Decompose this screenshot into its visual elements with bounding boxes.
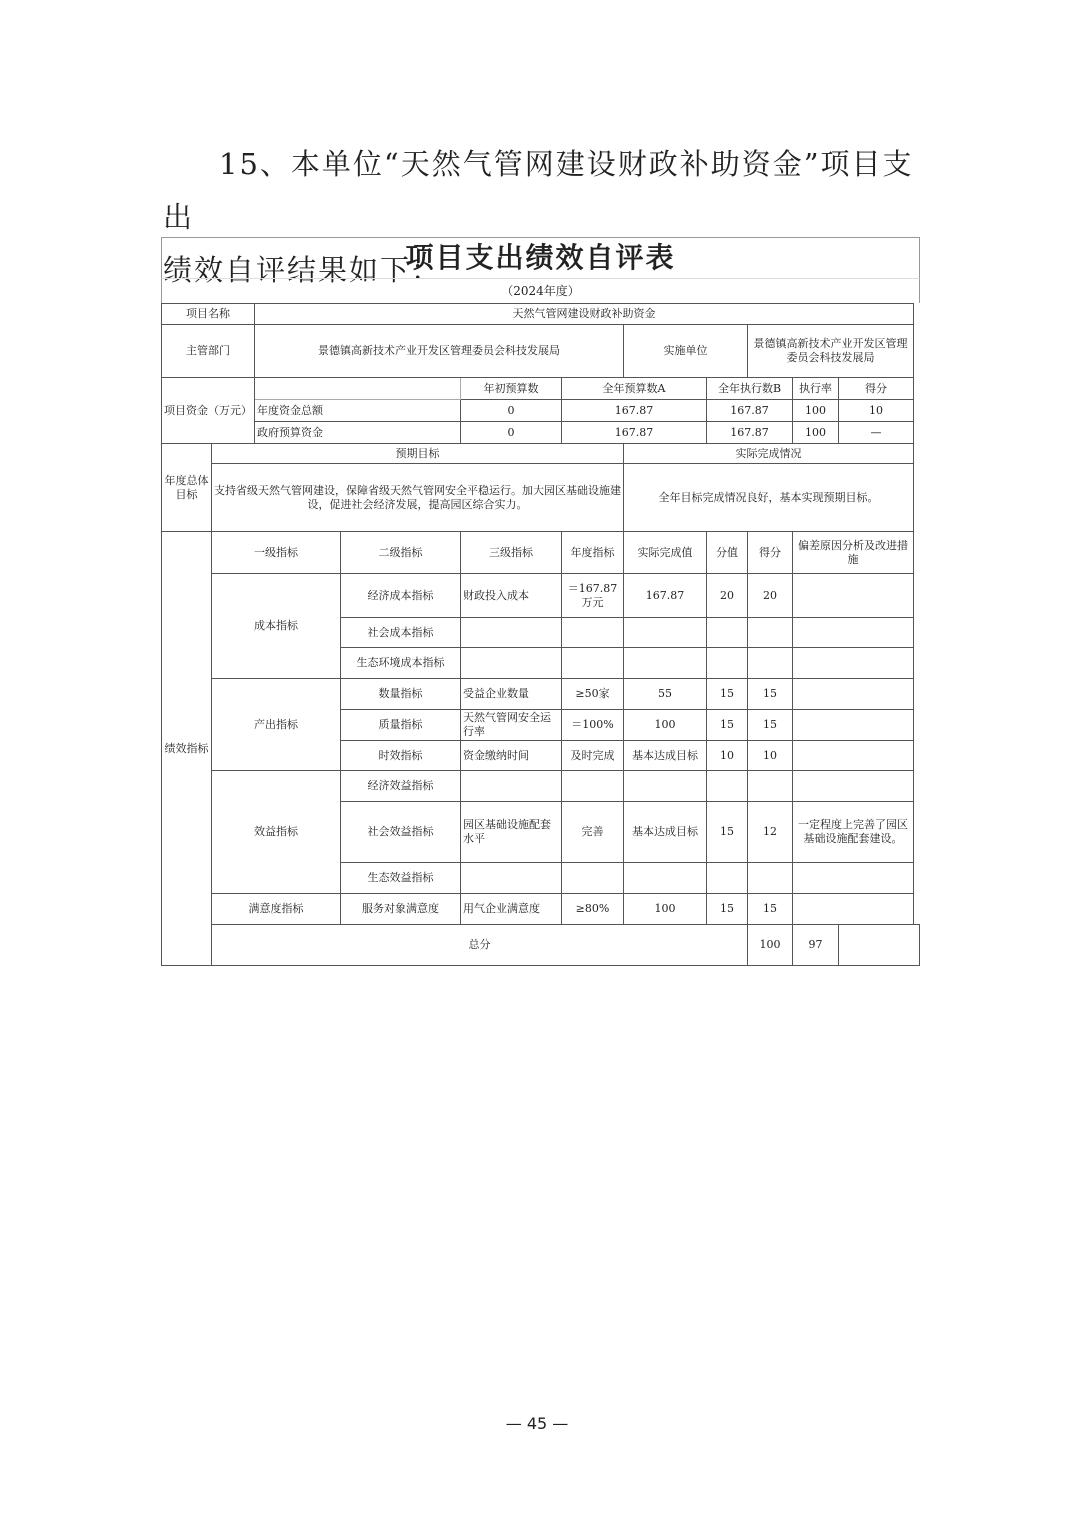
cell-score (707, 618, 748, 648)
cell-target: ≥80% (562, 894, 624, 925)
cell-got: 10 (748, 741, 793, 771)
cell-actual (624, 771, 707, 802)
funds-cell: 167.87 (707, 400, 793, 422)
cell-note (793, 618, 914, 648)
ind-header: 分值 (707, 532, 748, 574)
funds-cell: 167.87 (707, 422, 793, 444)
funds-cell: — (839, 422, 914, 444)
cell-actual: 55 (624, 679, 707, 710)
cell-target (562, 618, 624, 648)
cell-score: 15 (707, 679, 748, 710)
evaluation-table (161, 303, 920, 966)
cell-actual: 基本达成目标 (624, 741, 707, 771)
cell-l3 (461, 771, 562, 802)
row-indicator-header (162, 532, 920, 574)
funds-header: 执行率 (793, 378, 839, 400)
cell-l3: 园区基础设施配套水平 (461, 802, 562, 863)
cell-target: ＝167.87万元 (562, 574, 624, 618)
cell-l2: 服务对象满意度 (341, 894, 461, 925)
form-year: （2024年度） (161, 278, 920, 303)
cell-note (793, 679, 914, 710)
ind-header: 年度指标 (562, 532, 624, 574)
ind-header: 得分 (748, 532, 793, 574)
cell-got: 12 (748, 802, 793, 863)
cell-got: 15 (748, 710, 793, 741)
goal-actual: 全年目标完成情况良好，基本实现预期目标。 (624, 464, 914, 532)
cell-got (748, 648, 793, 679)
cell-actual: 167.87 (624, 574, 707, 618)
cell-score: 15 (707, 802, 748, 863)
cell-target (562, 863, 624, 894)
row-funds-gov (162, 422, 920, 444)
funds-cell: 10 (839, 400, 914, 422)
cell-note (793, 863, 914, 894)
cell-l3 (461, 618, 562, 648)
cell-note (793, 741, 914, 771)
cell-l2: 质量指标 (341, 710, 461, 741)
row-department (162, 325, 920, 378)
row-funds-total (162, 400, 920, 422)
intro-line-2: 绩效自评结果如下： (163, 253, 443, 287)
cell-note: 一定程度上完善了园区基础设施配套建设。 (793, 802, 914, 863)
level1-output: 产出指标 (212, 679, 341, 771)
funds-label: 项目资金（万元） (162, 378, 255, 444)
ind-header: 一级指标 (212, 532, 341, 574)
cell-target: ≥50家 (562, 679, 624, 710)
total-score: 100 (748, 925, 793, 966)
cell-got: 15 (748, 679, 793, 710)
cell-l3 (461, 648, 562, 679)
cell-actual (624, 863, 707, 894)
cell-l2: 生态环境成本指标 (341, 648, 461, 679)
cell-l3: 资金缴纳时间 (461, 741, 562, 771)
form-title: 项目支出绩效自评表 (405, 241, 676, 274)
cell-actual: 100 (624, 710, 707, 741)
cell-l2: 经济成本指标 (341, 574, 461, 618)
cell-got: 15 (748, 894, 793, 925)
cell-l3: 天然气管网安全运行率 (461, 710, 562, 741)
self-evaluation-form (161, 237, 920, 966)
project-name-label: 项目名称 (162, 304, 255, 325)
cell-l2: 社会效益指标 (341, 802, 461, 863)
goal-label: 年度总体目标 (162, 444, 212, 532)
cell-got: 20 (748, 574, 793, 618)
cell-note (793, 894, 914, 925)
dept-label: 主管部门 (162, 325, 255, 378)
funds-cell: 167.87 (562, 422, 707, 444)
row-funds-header (162, 378, 920, 400)
row-project-name (162, 304, 920, 325)
cell-l3: 财政投入成本 (461, 574, 562, 618)
cell-l2: 经济效益指标 (341, 771, 461, 802)
cell-actual: 基本达成目标 (624, 802, 707, 863)
cell-score (707, 863, 748, 894)
indicator-label: 绩效指标 (162, 532, 212, 966)
funds-header: 全年执行数B (707, 378, 793, 400)
funds-row-label: 政府预算资金 (255, 422, 461, 444)
cell-got (748, 771, 793, 802)
total-label: 总分 (212, 925, 748, 966)
cell-target: 及时完成 (562, 741, 624, 771)
table-row (162, 894, 920, 925)
cell-l2: 时效指标 (341, 741, 461, 771)
impl-value: 景德镇高新技术产业开发区管理委员会科技发展局 (748, 325, 914, 378)
impl-label: 实施单位 (624, 325, 748, 378)
total-note (839, 925, 920, 966)
cell-actual: 100 (624, 894, 707, 925)
cell-score: 10 (707, 741, 748, 771)
intro-line-1: 15、本单位“天然气管网建设财政补助资金”项目支出 (163, 147, 914, 234)
cell-l2: 生态效益指标 (341, 863, 461, 894)
goal-actual-header: 实际完成情况 (624, 444, 914, 464)
funds-header: 得分 (839, 378, 914, 400)
ind-header: 偏差原因分析及改进措施 (793, 532, 914, 574)
cell-note (793, 648, 914, 679)
form-title-box (161, 237, 920, 278)
cell-l3: 用气企业满意度 (461, 894, 562, 925)
cell-target: 完善 (562, 802, 624, 863)
funds-cell: 100 (793, 422, 839, 444)
goal-expected-header: 预期目标 (212, 444, 624, 464)
ind-header: 实际完成值 (624, 532, 707, 574)
cell-l3 (461, 863, 562, 894)
cell-l2: 数量指标 (341, 679, 461, 710)
level1-satisfaction: 满意度指标 (212, 894, 341, 925)
funds-cell: 0 (461, 422, 562, 444)
cell-got (748, 618, 793, 648)
funds-cell: 0 (461, 400, 562, 422)
cell-actual (624, 618, 707, 648)
table-row (162, 679, 920, 710)
cell-target: ＝100% (562, 710, 624, 741)
goal-expected: 支持省级天然气管网建设，保障省级天然气管网安全平稳运行。加大园区基础设施建设，促进社会经济发展，提高园区综合实力。 (212, 464, 624, 532)
project-name-value: 天然气管网建设财政补助资金 (255, 304, 914, 325)
cell-score: 20 (707, 574, 748, 618)
funds-row-label: 年度资金总额 (255, 400, 461, 422)
row-goal (162, 464, 920, 532)
level1-cost: 成本指标 (212, 574, 341, 679)
ind-header: 三级指标 (461, 532, 562, 574)
table-row (162, 771, 920, 802)
cell-score: 15 (707, 710, 748, 741)
cell-note (793, 710, 914, 741)
dept-value: 景德镇高新技术产业开发区管理委员会科技发展局 (255, 325, 624, 378)
total-got: 97 (793, 925, 839, 966)
cell-note (793, 771, 914, 802)
cell-got (748, 863, 793, 894)
cell-score (707, 771, 748, 802)
cell-note (793, 574, 914, 618)
row-goal-header (162, 444, 920, 464)
cell-score (707, 648, 748, 679)
level1-benefit: 效益指标 (212, 771, 341, 894)
cell-target (562, 648, 624, 679)
cell-actual (624, 648, 707, 679)
cell-l3: 受益企业数量 (461, 679, 562, 710)
cell-target (562, 771, 624, 802)
cell-score: 15 (707, 894, 748, 925)
ind-header: 二级指标 (341, 532, 461, 574)
funds-cell: 167.87 (562, 400, 707, 422)
page-number: — 45 — (505, 1414, 569, 1433)
funds-header: 年初预算数 (461, 378, 562, 400)
funds-header: 全年预算数A (562, 378, 707, 400)
cell-l2: 社会成本指标 (341, 618, 461, 648)
funds-cell: 100 (793, 400, 839, 422)
table-row (162, 574, 920, 618)
row-total (162, 925, 920, 966)
